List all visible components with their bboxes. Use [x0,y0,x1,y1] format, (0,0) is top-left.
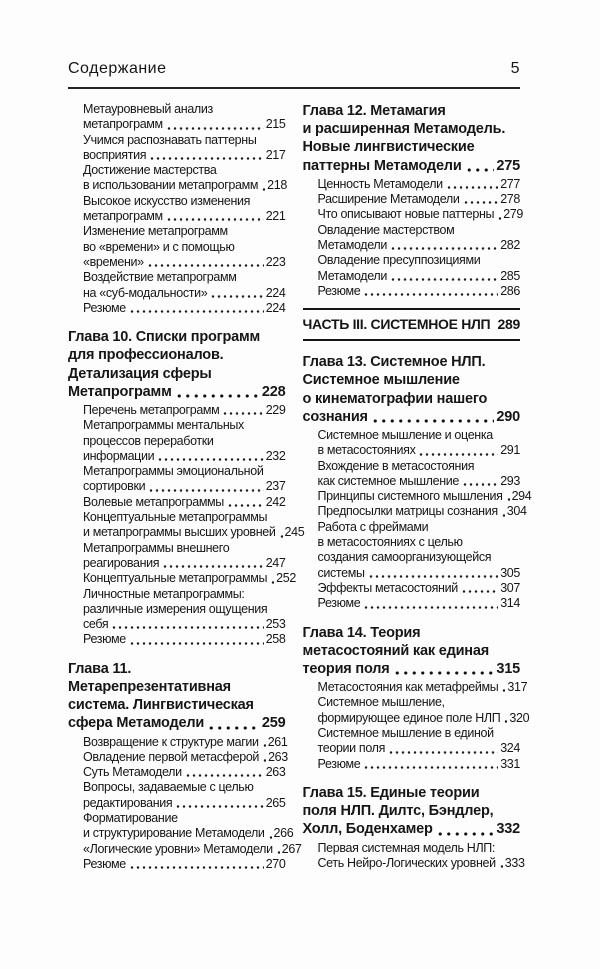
entry-line [83,255,286,270]
toc-section [303,680,530,772]
heading-line: Новые лингвистические [302,139,475,156]
toc-entry [68,510,305,541]
toc-entry [68,632,286,647]
page-number: 237 [265,479,286,494]
entry-line [83,632,286,647]
dot-leader [463,192,499,207]
page-number: 307 [500,580,520,595]
entry-line [83,571,296,586]
page-number: 331 [500,756,520,771]
entry-line: Работа с фреймами [317,519,429,534]
page-number: 221 [265,209,286,224]
line-text: Метасостояния как метафреймы [317,680,499,695]
entry-line [318,443,521,458]
dot-leader [499,856,503,871]
entry-line: Воздействие метапрограмм [83,270,237,285]
line-text: восприятия [83,147,147,162]
heading-line [303,660,521,678]
dot-leader [149,148,264,163]
page-number: 275 [496,157,520,174]
dot-leader [461,581,498,596]
line-text: Ценность Метамодели [317,176,443,191]
entry-line [83,750,286,765]
dot-leader [363,757,498,772]
page-number: 282 [500,238,520,252]
dot-leader [129,301,264,316]
toc-entry [68,102,286,133]
dot-leader [129,632,264,647]
page-number: 278 [500,192,520,207]
entry-line [318,269,521,284]
dot-leader [390,269,498,284]
line-text: Метапрограмм [68,383,172,400]
entry-line [83,479,286,494]
entry-line [83,826,294,841]
toc-entry [303,504,527,519]
entry-line [83,495,286,510]
toc-entry [303,726,521,757]
page-number: 314 [500,596,520,611]
toc-entry [303,581,521,596]
dot-leader [276,842,280,857]
toc-entry [303,757,521,772]
entry-line [318,238,521,253]
line-text: системы [317,565,365,580]
entry-line [83,556,286,571]
dot-leader [462,474,498,489]
heading-line: Системное мышление [302,372,460,389]
entry-line: Учимся распознавать паттерны [83,132,257,147]
entry-line: создания самоорганизующейся [317,550,492,565]
heading-line: Глава 15. Единые теории [302,784,480,801]
chapter-heading [68,660,286,733]
dot-leader [388,741,498,756]
dot-leader [147,255,264,270]
toc-entry [68,780,286,811]
page-number: 224 [265,285,286,300]
entry-line [317,489,532,504]
entry-line: Метапрограммы внешнего [83,540,230,555]
entry-line [318,596,521,611]
toc-entry [68,811,294,842]
toc-section [68,102,286,316]
entry-line: Системное мышление в единой [317,726,494,741]
line-text: Волевые метапрограммы [83,494,224,509]
line-text: Суть Метамодели [83,765,182,780]
entry-line [318,741,521,756]
toc-entry [68,765,286,780]
entry-line: Метапрограммы ментальных [83,418,244,433]
toc-entry [68,133,286,164]
heading-line: метасостояний как единая [302,642,489,659]
line-text: редактирования [83,795,173,810]
entry-line: Достижение мастерства [83,163,217,178]
dot-leader [270,571,274,586]
dot-leader [262,735,266,750]
line-text: «Логические уровни» Метамодели [83,841,273,856]
dot-leader [501,680,505,695]
page-number: 315 [496,660,520,677]
toc-entry [68,841,302,857]
toc-entry [303,520,521,581]
dot-leader [162,556,263,571]
entry-line [317,710,530,726]
entry-line [317,855,525,871]
line-text: сортировки [83,479,146,494]
page-number: 317 [507,680,528,695]
toc-columns [68,102,532,872]
entry-line [83,301,286,316]
entry-line [318,474,521,489]
entry-line [83,286,286,301]
heading-line: поля НЛП. Дилтс, Бэндлер, [302,803,494,820]
dot-leader [111,617,263,632]
dot-leader [446,177,498,192]
line-text: себя [83,617,109,632]
entry-line: Вопросы, задаваемые с целью [83,780,254,795]
page-number: 258 [265,632,286,647]
dot-leader [166,209,264,224]
dot-leader [262,750,266,765]
entry-line: Метапрограммы эмоциональной [83,464,264,479]
toc-entry [68,587,286,633]
part-page-number: 289 [497,316,520,333]
page-number: 324 [500,741,520,756]
entry-line [83,117,286,132]
dot-leader [368,566,499,581]
line-text: Овладение первой метасферой [83,749,260,764]
page-number: 305 [500,565,520,580]
page-number: 293 [500,473,520,488]
dot-leader [506,489,510,504]
dot-leader [501,504,505,519]
entry-line: Высокое искусство изменения [83,193,251,208]
entry-line: Системное мышление, [317,695,445,710]
entry-line [318,566,521,581]
page-number: 277 [500,176,520,191]
heading-line: Глава 13. Системное НЛП. [302,354,486,371]
toc-entry [303,489,532,504]
chapter-heading [303,353,521,426]
heading-line: Глава 14. Теория [302,624,421,641]
heading-line: Глава 11. [68,660,132,677]
dot-leader [207,714,260,732]
dot-leader [175,383,260,401]
dot-leader [129,857,264,872]
page-number: 265 [265,795,286,810]
toc-entry [68,403,286,418]
page-number: 267 [281,841,302,856]
entry-line [318,177,521,192]
entry-line [318,284,521,299]
page-number: 224 [265,300,286,315]
page-number: 223 [265,254,286,269]
line-text: и метапрограммы высших уровней [83,525,276,540]
line-text: Расширение Метамодели [317,192,460,207]
entry-line: Форматирование [83,811,178,826]
toc-entry [303,253,521,284]
dot-leader [175,796,263,811]
dot-leader [261,178,265,193]
heading-line [303,408,521,426]
page-number: 333 [504,855,525,870]
heading-line [303,157,521,175]
entry-line [317,680,528,695]
line-text: и структурирование Метамодели [83,826,265,841]
line-text: Резюме [317,596,361,611]
page-number: 259 [261,715,286,732]
chapter-heading [303,624,521,679]
line-text: «времени» [83,254,144,269]
entry-line [83,617,286,632]
toc-entry [303,192,521,207]
line-text: сознания [302,408,368,425]
toc-section [303,177,521,299]
line-text: Холл, Боденхамер [302,821,433,838]
page-number: 215 [265,117,286,132]
toc-entry [303,695,530,726]
entry-line [83,148,286,163]
chapter-heading [303,784,521,839]
entry-line [318,207,521,222]
toc-entry [68,301,286,316]
dot-leader [166,117,264,132]
line-text: Предпосылки матрицы сознания [317,504,498,519]
line-text: сфера Метамодели [68,715,205,732]
entry-line: Метауровневый анализ [83,102,213,116]
line-text: Резюме [317,756,361,771]
dot-leader [418,443,498,458]
dot-leader [371,408,495,426]
line-text: Резюме [83,300,126,315]
dot-leader [227,495,264,510]
toc-entry [68,224,286,270]
line-text: теории поля [317,741,386,756]
page-number: 290 [496,408,520,425]
line-text: Резюме [83,632,126,647]
line-text: паттерны Метамодели [302,157,462,174]
entry-line [83,841,302,857]
page-number: 279 [503,207,523,222]
heading-line: для профессионалов. [68,347,224,364]
page-number: 263 [265,765,286,780]
dot-leader [157,449,263,464]
entry-line [318,192,521,207]
page-number: 261 [267,734,288,749]
page-number: 232 [265,448,286,463]
line-text: в использовании метапрограмм [83,178,259,193]
page-number: 242 [265,494,286,509]
entry-line [318,581,521,596]
page-number: 263 [268,749,288,764]
part-divider [303,308,521,341]
page-header [68,60,520,89]
line-text: Концептуальные метапрограммы [83,571,268,586]
line-text: как системное мышление [317,473,460,488]
toc-entry [68,571,296,586]
toc-entry [303,459,521,490]
entry-line: во «времени» и с помощью [83,239,235,254]
dot-leader [363,596,498,611]
entry-line [83,735,286,750]
toc-entry [68,541,286,572]
page-number: 228 [261,383,286,400]
page-content [68,60,532,872]
entry-line: различные измерения ощущения [83,601,268,616]
chapter-heading [68,328,286,401]
line-text: в метасостояниях [317,443,416,458]
page-number: 285 [500,268,520,283]
toc-entry [303,223,521,254]
line-text: теория поля [302,660,390,677]
entry-line: Концептуальные метапрограммы [83,510,268,525]
page-number: 291 [500,443,520,458]
entry-line: процессов переработки [83,433,214,448]
line-text: метапрограмм [83,117,163,132]
toc-entry [303,284,521,299]
entry-line: Овладение пресуппозициями [317,253,481,268]
toc-entry [303,428,521,459]
heading-line: о кинематографии нашего [302,390,488,407]
heading-line [68,383,286,401]
heading-line: Глава 12. Метамагия [302,103,446,119]
page-number: 218 [267,178,287,193]
page-number: 286 [500,283,520,298]
dot-leader [465,157,495,175]
line-text: метапрограмм [83,209,163,224]
dot-leader [436,820,495,838]
toc-entry [303,840,525,872]
entry-line [318,757,521,772]
line-text: Резюме [83,856,126,871]
dot-leader [185,765,264,780]
entry-line [83,209,286,224]
toc-section [68,734,302,873]
line-text: Перечень метапрограмм [83,402,220,417]
line-text: информации [83,448,155,463]
dot-leader [148,479,263,494]
page-number: 270 [265,856,286,871]
page-number: 229 [265,402,286,417]
page-number: 217 [265,147,286,162]
dot-leader [503,711,507,726]
part-label: ЧАСТЬ III. СИСТЕМНОЕ НЛП [302,316,491,333]
entry-line [317,504,527,519]
line-text: Возвращение к структуре магии [83,734,259,749]
line-text: реагирования [83,555,160,570]
entry-line: Личностные метапрограммы: [83,586,245,601]
toc-entry [303,596,521,611]
entry-line [83,765,286,780]
line-text: Сеть Нейро-Логических уровней [317,855,496,870]
toc-entry [68,418,286,464]
toc-entry [68,857,286,872]
line-text: формирующее единое поле НЛП [317,710,501,725]
line-text: Метамодели [317,268,388,283]
entry-line [83,796,286,811]
heading-line: Детализация сферы [68,365,212,382]
dot-leader [210,286,263,301]
heading-line [68,714,286,732]
line-text: Метамодели [317,238,388,252]
toc-section [303,428,532,612]
entry-line [83,857,286,872]
toc-entry [303,680,528,695]
toc-entry [68,464,286,495]
line-text: на «суб-модальности» [83,285,208,300]
entry-line [83,525,305,540]
heading-line: Глава 10. Списки программ [68,329,261,346]
heading-line: Метарепрезентативная [68,678,231,695]
toc-entry [68,750,286,765]
entry-line: Овладение мастерством [317,222,455,237]
entry-line: Первая системная модель НЛП: [317,840,496,855]
dot-leader [363,284,498,299]
page-number: 247 [265,555,286,570]
page-number: 266 [273,826,294,841]
dot-leader [222,403,263,418]
dot-leader [497,207,501,222]
entry-line [83,178,286,193]
column-left [68,102,305,872]
toc-entry [303,207,521,222]
page-number: 304 [506,504,527,519]
page-number: 332 [496,821,520,838]
toc-entry [303,177,521,192]
line-text: Что описывают новые паттерны [317,207,495,222]
page-number: 294 [511,489,532,504]
dot-leader [393,660,495,678]
entry-line: Вхождение в метасостояния [317,458,475,473]
header-page-number: 5 [510,60,520,77]
line-text: Принципы системного мышления [317,489,503,504]
dot-leader [268,826,272,841]
toc-entry [68,270,286,301]
chapter-heading [303,102,521,175]
entry-line: Изменение метапрограмм [83,224,228,239]
page-number: 320 [509,710,530,725]
line-text: Резюме [317,283,361,298]
line-text: Эффекты метасостояний [317,580,458,595]
heading-line [303,820,521,838]
toc-section [68,402,305,648]
header-title: Содержание [68,60,167,77]
entry-line: Системное мышление и оценка [317,428,493,442]
heading-line: система. Лингвистическая [68,697,254,714]
page-number: 245 [284,525,305,540]
toc-entry [68,163,286,194]
dot-leader [390,238,498,253]
toc-entry [68,194,286,225]
dot-leader [279,525,283,540]
entry-line [83,449,286,464]
toc-section [303,840,525,872]
toc-entry [68,735,286,750]
entry-line: в метасостояниях с целью [317,535,463,550]
entry-line [83,403,286,418]
column-right [302,102,532,872]
page-number: 253 [265,617,286,632]
heading-line: и расширенная Метамодель. [302,121,506,138]
page-number: 252 [276,571,296,586]
toc-entry [68,495,286,510]
